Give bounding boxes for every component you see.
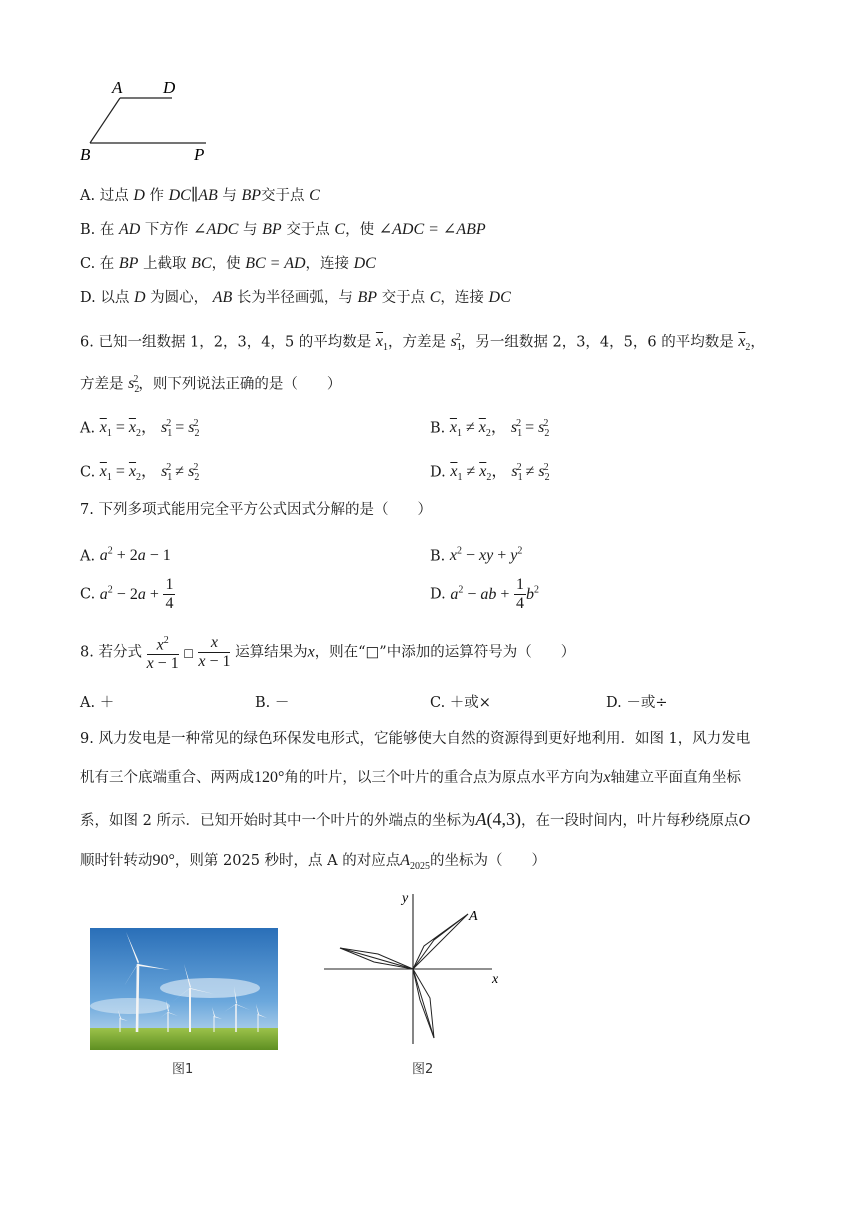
q6-option-d[interactable]: D. $\overline{x}_1 \ne \overline{x}_2$， $s_1^2 \ne s_2^2$	[430, 462, 550, 484]
figure2-coordinate-diagram	[320, 888, 510, 1048]
fig2-label-x: x	[492, 972, 499, 987]
q7-option-a[interactable]: A. $a^2 + 2a - 1$	[80, 546, 171, 565]
q6-option-c[interactable]: C. $\overline{x}_1 = \overline{x}_2$， $s_1^2 \ne s_2^2$	[80, 462, 200, 484]
q6-stem-line2: 方差是 $s_2^2$，则下列说法正确的是（ ）	[80, 374, 342, 396]
q8-stem: 8. 若分式 $\frac{x^2}{x - 1}$ □ $\frac{x}{x - 1}$ 运算结果为x，则在“□”中添加的运算符号为（ ）	[80, 632, 575, 673]
q5-option-c[interactable]: C. 在 BP 上截取 BC，使 BC = AD，连接 DC	[80, 255, 376, 272]
q8-option-c[interactable]: C. ＋或×	[430, 695, 491, 711]
q8-option-d[interactable]: D. －或÷	[606, 695, 668, 711]
figure-parallelogram-partial	[70, 74, 230, 166]
label-d: D	[163, 78, 176, 97]
q6-option-a[interactable]: A. $\overline{x}_1 = \overline{x}_2$， $s_1^2 = s_2^2$	[80, 418, 200, 440]
label-a: A	[112, 78, 123, 97]
q9-line3: 系，如图 2 所示．已知开始时其中一个叶片的外端点的坐标为A(4,3)，在一段时间内，叶片每秒绕原点O	[80, 809, 751, 829]
q7-stem: 7. 下列多项式能用完全平方公式因式分解的是（ ）	[80, 502, 432, 518]
q8-option-b[interactable]: B. －	[255, 695, 290, 711]
q9-line2: 机有三个底端重合、两两成120°角的叶片，以三个叶片的重合点为原点水平方向为x轴建立平面直角坐标	[80, 769, 742, 786]
q5-option-d[interactable]: D. 以点 D 为圆心， AB 长为半径画弧，与 BP 交于点 C，连接 DC	[80, 289, 511, 306]
figure1-wind-turbines-photo	[90, 928, 278, 1050]
q5-option-a[interactable]: A. 过点 D 作 DC∥AB 与 BP交于点 C	[80, 187, 320, 204]
label-b: B	[80, 145, 91, 164]
q9-line4: 顺时针转动90°，则第 2025 秒时，点 A 的对应点$A_{2025}$的坐标为（ ）	[80, 852, 546, 873]
q6-stem-line1: 6. 已知一组数据 1，2，3，4，5 的平均数是 $\overline{x}_1$，方差是 $s_1^2$，另一组数据 2，3，4，5，6 的平均数是 $\overline{x}_2$，	[80, 332, 765, 354]
figure1-caption: 图1	[172, 1062, 194, 1077]
q7-option-d[interactable]: D. $a^2$ − ab + $\frac{1}{4}$ $b^2$	[430, 576, 539, 612]
q9-line1: 9. 风力发电是一种常见的绿色环保发电形式，它能够使大自然的资源得到更好地利用．如图 1，风力发电	[80, 731, 751, 747]
fig2-label-y: y	[402, 891, 409, 906]
fig2-label-a: A	[469, 909, 478, 924]
q7-option-c[interactable]: C. $a^2 - 2a$ + $\frac{1}{4}$	[80, 576, 174, 612]
q8-option-a[interactable]: A. ＋	[80, 695, 115, 711]
q7-option-b[interactable]: B. $x^2$ − xy + $y^2$	[430, 546, 523, 565]
label-p: P	[194, 145, 205, 164]
figure2-caption: 图2	[412, 1062, 434, 1077]
q6-option-b[interactable]: B. $\overline{x}_1 \ne \overline{x}_2$， $s_1^2 = s_2^2$	[430, 418, 550, 440]
q5-option-b[interactable]: B. 在 AD 下方作 ∠ADC 与 BP 交于点 C，使 ∠ADC = ∠ABP	[80, 221, 486, 238]
